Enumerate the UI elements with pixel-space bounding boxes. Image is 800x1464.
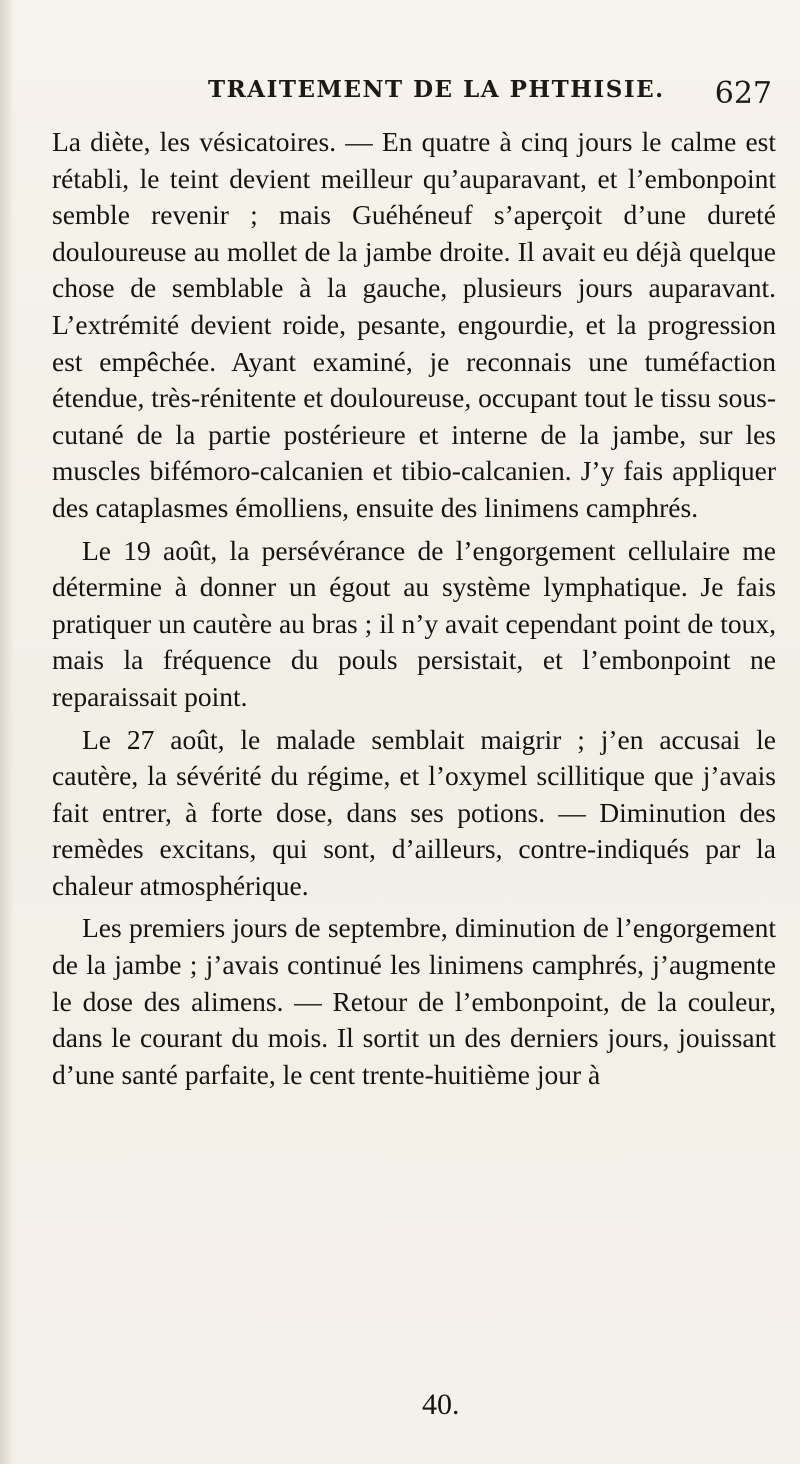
paragraph: Les premiers jours de septembre, diminution de l’engorgement de la jambe ; j’avais continué les linimens camphrés, j’augmente le dose des alimens. — Retour de l’embonpoint, de la couleur, dans le courant du mois. Il sortit un des derniers jours, jouissant d’une santé parfaite, le cent trente-huitième jour à <box>52 912 776 1090</box>
running-title: TRAITEMENT DE LA PHTHISIE. <box>208 76 665 103</box>
paragraph: Le 19 août, la persévérance de l’engorgement cellulaire me détermine à donner un égout au système lymphatique. Je fais pratiquer un cautère au bras ; il n’y avait cependant point de toux, mais la fréquence du pouls persistait, et l’embonpoint ne reparaissait point. <box>52 534 776 712</box>
page-header <box>52 76 772 116</box>
continuation-text: 40. <box>422 1388 460 1421</box>
paragraph: Le 27 août, le malade semblait maigrir ; j’en accusai le cautère, la sévérité du régime, et l’oxymel scillitique que j’avais fait entrer, à forte dose, dans ses potions. — Diminution des remèdes excitans, qui sont, d’ailleurs, contre-indiqués par la chaleur atmosphérique. <box>52 723 776 901</box>
body-text <box>52 124 776 1099</box>
page-edge-shadow <box>0 0 14 1464</box>
page-number: 627 <box>714 76 772 111</box>
paragraph: La diète, les vésicatoires. — En quatre à cinq jours le calme est rétabli, le teint devient meilleur qu’auparavant, et l’embonpoint semble revenir ; mais Guéhéneuf s’aperçoit d’une dureté douloureuse au mollet de la jambe droite. Il avait eu déjà quelque chose de semblable à la gauche, plusieurs jours auparavant. L’extrémité devient roide, pesante, engourdie, et la progression est empêchée. Ayant examiné, je reconnais une tuméfaction étendue, très-rénitente et douloureuse, occupant tout le tissu sous-cutané de la partie postérieure et interne de la jambe, sur les muscles bifémoro-calcanien et tibio-calcanien. J’y fais appliquer des cataplasmes émolliens, ensuite des linimens camphrés. <box>52 126 776 523</box>
